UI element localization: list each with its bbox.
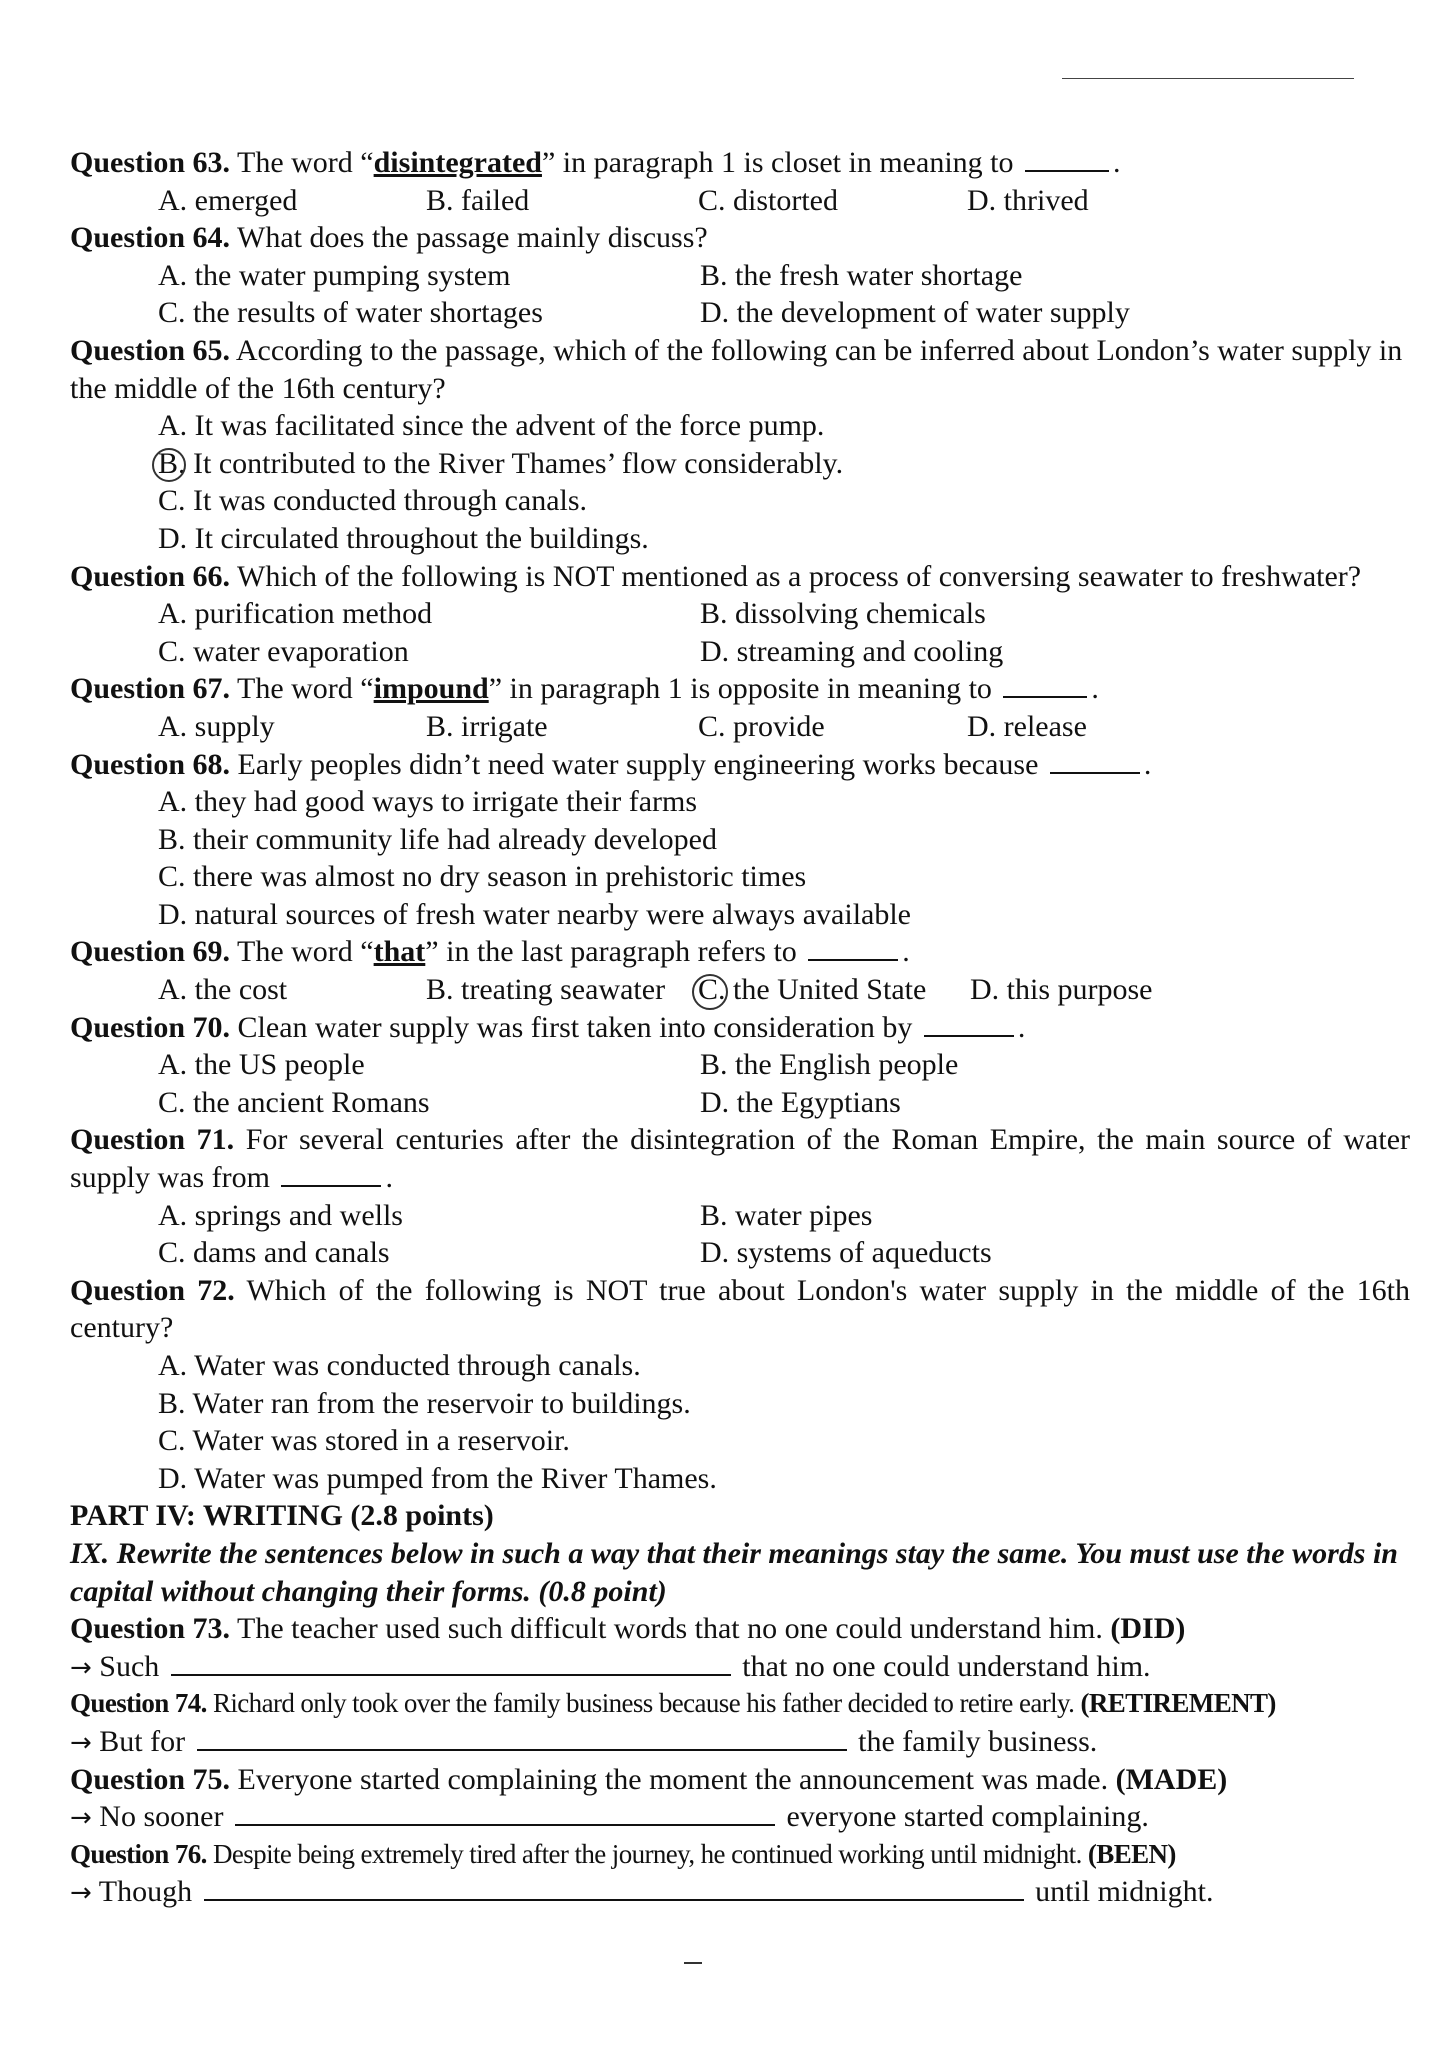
rewrite-start: But for (99, 1724, 186, 1758)
rewrite-73 (70, 1648, 1410, 1686)
keyword: (MADE) (1115, 1762, 1228, 1796)
rewrite-start: No sooner (99, 1800, 224, 1834)
option-a[interactable]: A. It was facilitated since the advent of the force pump. (158, 409, 825, 443)
question-text: For several centuries after the disintegration of the Roman Empire, the main source of water supply was from (70, 1123, 1410, 1195)
option-a[interactable]: A. they had good ways to irrigate their farms (158, 785, 698, 819)
option-b[interactable]: B. dissolving chemicals (700, 597, 986, 631)
answer-line[interactable] (235, 1798, 775, 1826)
question-text-pre: The word “ (237, 672, 374, 706)
option-a[interactable]: A. the cost (158, 973, 288, 1007)
option-a[interactable]: A. emerged (158, 183, 298, 217)
answer-blank (1025, 144, 1109, 172)
option-a[interactable]: A. supply (158, 709, 275, 743)
question-text: Which of the following is NOT mentioned as a process of conversing seawater to freshwater? (237, 559, 1362, 593)
arrow-icon: → (70, 1652, 92, 1683)
option-b[interactable]: B. treating seawater (426, 973, 666, 1007)
keyword: (RETIREMENT) (1080, 1688, 1276, 1719)
question-text: Which of the following is NOT true about London's water supply in the middle of the 16th century? (70, 1273, 1410, 1345)
question-64 (70, 219, 1410, 257)
answer-line[interactable] (204, 1873, 1024, 1901)
options-67 (70, 708, 1410, 746)
handwritten-circle-mark (152, 448, 186, 482)
keyword: (DID) (1110, 1612, 1186, 1646)
question-label: Question 70. (70, 1010, 231, 1044)
question-label: Question 68. (70, 747, 231, 781)
question-76 (70, 1836, 1410, 1874)
question-label: Question 67. (70, 672, 231, 706)
option-b-text: B. It contributed to the River Thames’ flow considerably. (158, 446, 844, 480)
question-74 (70, 1685, 1410, 1723)
question-label: Question 71. (70, 1123, 235, 1157)
answer-line[interactable] (171, 1648, 731, 1676)
worksheet-page (70, 144, 1410, 1911)
answer-blank (808, 933, 898, 961)
sentence-end: . (1017, 1010, 1026, 1044)
question-text: Early peoples didn’t need water supply engineering works because (237, 747, 1039, 781)
options-70-row2 (70, 1084, 1410, 1122)
answer-blank (924, 1009, 1014, 1037)
question-69 (70, 933, 1410, 971)
option-c[interactable] (698, 971, 926, 1009)
question-text: The teacher used such difficult words that no one could understand him. (237, 1612, 1103, 1646)
rewrite-finish: the family business. (858, 1724, 1098, 1758)
question-text-post: ” in the last paragraph refers to (425, 935, 797, 969)
question-text: Everyone started complaining the moment the announcement was made. (237, 1762, 1109, 1796)
options-70-row1 (70, 1046, 1410, 1084)
rewrite-finish: that no one could understand him. (742, 1649, 1151, 1683)
rewrite-start: Such (99, 1649, 160, 1683)
question-text: According to the passage, which of the following can be inferred about London’s water supply in the middle of the 16th century? (70, 333, 1403, 405)
option-c[interactable]: C. water evaporation (158, 634, 409, 668)
answer-blank (1003, 670, 1087, 698)
options-66-row2 (70, 633, 1410, 671)
answer-blank (281, 1159, 381, 1187)
option-b[interactable]: B. their community life had already developed (158, 822, 717, 856)
option-d[interactable]: D. this purpose (970, 973, 1153, 1007)
question-label: Question 63. (70, 146, 231, 179)
question-label: Question 65. (70, 333, 231, 367)
question-label: Question 76. (70, 1838, 207, 1869)
options-71-row2 (70, 1234, 1410, 1272)
question-text: What does the passage mainly discuss? (237, 221, 708, 255)
options-64-row1 (70, 257, 1410, 295)
question-75 (70, 1761, 1410, 1799)
options-63 (70, 182, 1410, 220)
sentence-end: . (902, 935, 910, 969)
question-label: Question 69. (70, 935, 231, 969)
option-b[interactable]: B. failed (426, 183, 530, 217)
rewrite-finish: everyone started complaining. (786, 1800, 1149, 1834)
question-68 (70, 746, 1410, 784)
section-instructions: IX. Rewrite the sentences below in such a way that their meanings stay the same. You must use the words in capital without changing their forms. (0.8 point) (70, 1536, 1398, 1608)
question-text-pre: The word “ (237, 935, 374, 969)
option-a[interactable]: A. the US people (158, 1048, 365, 1082)
highlighted-word: that (373, 935, 426, 969)
arrow-icon: → (70, 1803, 92, 1834)
option-d[interactable]: D. systems of aqueducts (700, 1236, 992, 1270)
question-66 (70, 558, 1410, 596)
rewrite-finish: until midnight. (1035, 1875, 1214, 1909)
question-73 (70, 1610, 1410, 1648)
sentence-end: . (1143, 747, 1152, 781)
option-a[interactable]: A. Water was conducted through canals. (158, 1349, 641, 1382)
answer-blank (1050, 746, 1140, 774)
option-c[interactable]: C. the results of water shortages (158, 296, 543, 330)
options-64-row2 (70, 294, 1410, 332)
keyword: (BEEN) (1087, 1838, 1176, 1869)
section-heading: PART IV: WRITING (2.8 points) (70, 1499, 494, 1533)
option-c[interactable]: C. there was almost no dry season in prehistoric times (158, 860, 807, 894)
option-d[interactable]: D. Water was pumped from the River Thames. (158, 1461, 717, 1495)
option-a[interactable]: A. springs and wells (158, 1198, 403, 1232)
top-rule (1062, 78, 1354, 79)
question-text: Clean water supply was first taken into consideration by (237, 1010, 913, 1044)
option-c[interactable]: C. It was conducted through canals. (158, 484, 588, 518)
option-d[interactable]: D. streaming and cooling (700, 634, 1004, 668)
option-c[interactable]: C. provide (698, 709, 825, 743)
sentence-end: . (385, 1161, 393, 1195)
option-a[interactable]: A. purification method (158, 597, 433, 631)
question-label: Question 75. (70, 1762, 231, 1796)
option-d[interactable]: D. natural sources of fresh water nearby were always available (158, 897, 911, 931)
option-d[interactable]: D. the Egyptians (700, 1085, 901, 1119)
question-65 (70, 332, 1410, 407)
option-b[interactable]: B. Water ran from the reservoir to buildings. (158, 1386, 691, 1420)
option-d[interactable]: D. release (967, 709, 1087, 743)
highlighted-word: impound (373, 672, 489, 706)
question-text: Despite being extremely tired after the journey, he continued working until midnight. (212, 1838, 1082, 1869)
highlighted-word: disintegrated (373, 146, 542, 179)
option-c[interactable]: C. dams and canals (158, 1236, 390, 1270)
footer-dash (684, 1962, 702, 1964)
options-69 (70, 971, 1410, 1009)
question-label: Question 73. (70, 1612, 231, 1646)
rewrite-75 (70, 1798, 1410, 1836)
options-66-row1 (70, 595, 1410, 633)
question-text-post: ” in paragraph 1 is opposite in meaning to (488, 672, 992, 706)
option-b[interactable] (70, 445, 1410, 483)
question-72 (70, 1272, 1410, 1347)
rewrite-76 (70, 1873, 1410, 1911)
sentence-end: . (1091, 672, 1099, 706)
option-d[interactable]: D. It circulated throughout the buildings. (158, 521, 649, 555)
question-text-pre: The word “ (237, 146, 374, 179)
question-text: Richard only took over the family business because his father decided to retire early. (212, 1688, 1075, 1719)
answer-line[interactable] (197, 1723, 847, 1751)
question-67 (70, 670, 1410, 708)
question-label: Question 66. (70, 559, 231, 593)
rewrite-74 (70, 1723, 1410, 1761)
option-d[interactable]: D. thrived (967, 183, 1089, 217)
question-63 (70, 144, 1410, 182)
option-a[interactable]: A. the water pumping system (158, 258, 511, 292)
handwritten-circle-mark (692, 974, 728, 1010)
sentence-end: . (1113, 146, 1121, 179)
option-b[interactable]: B. water pipes (700, 1198, 873, 1232)
question-label: Question 72. (70, 1273, 235, 1307)
option-d[interactable]: D. the development of water supply (700, 296, 1130, 330)
question-text-post: ” in paragraph 1 is closet in meaning to (541, 146, 1014, 179)
question-70 (70, 1009, 1410, 1047)
options-71-row1 (70, 1197, 1410, 1235)
question-label: Question 64. (70, 221, 231, 255)
option-c[interactable]: C. Water was stored in a reservoir. (158, 1424, 570, 1458)
option-b[interactable]: B. irrigate (426, 709, 548, 743)
option-b[interactable]: B. the fresh water shortage (700, 258, 1023, 292)
arrow-icon: → (70, 1878, 92, 1909)
question-71 (70, 1121, 1410, 1196)
question-label: Question 74. (70, 1688, 207, 1719)
option-c[interactable]: C. distorted (698, 183, 838, 217)
option-c-text: C. the United State (698, 973, 927, 1007)
option-c[interactable]: C. the ancient Romans (158, 1085, 430, 1119)
rewrite-start: Though (98, 1875, 193, 1909)
arrow-icon: → (70, 1727, 92, 1758)
option-b[interactable]: B. the English people (700, 1048, 959, 1082)
